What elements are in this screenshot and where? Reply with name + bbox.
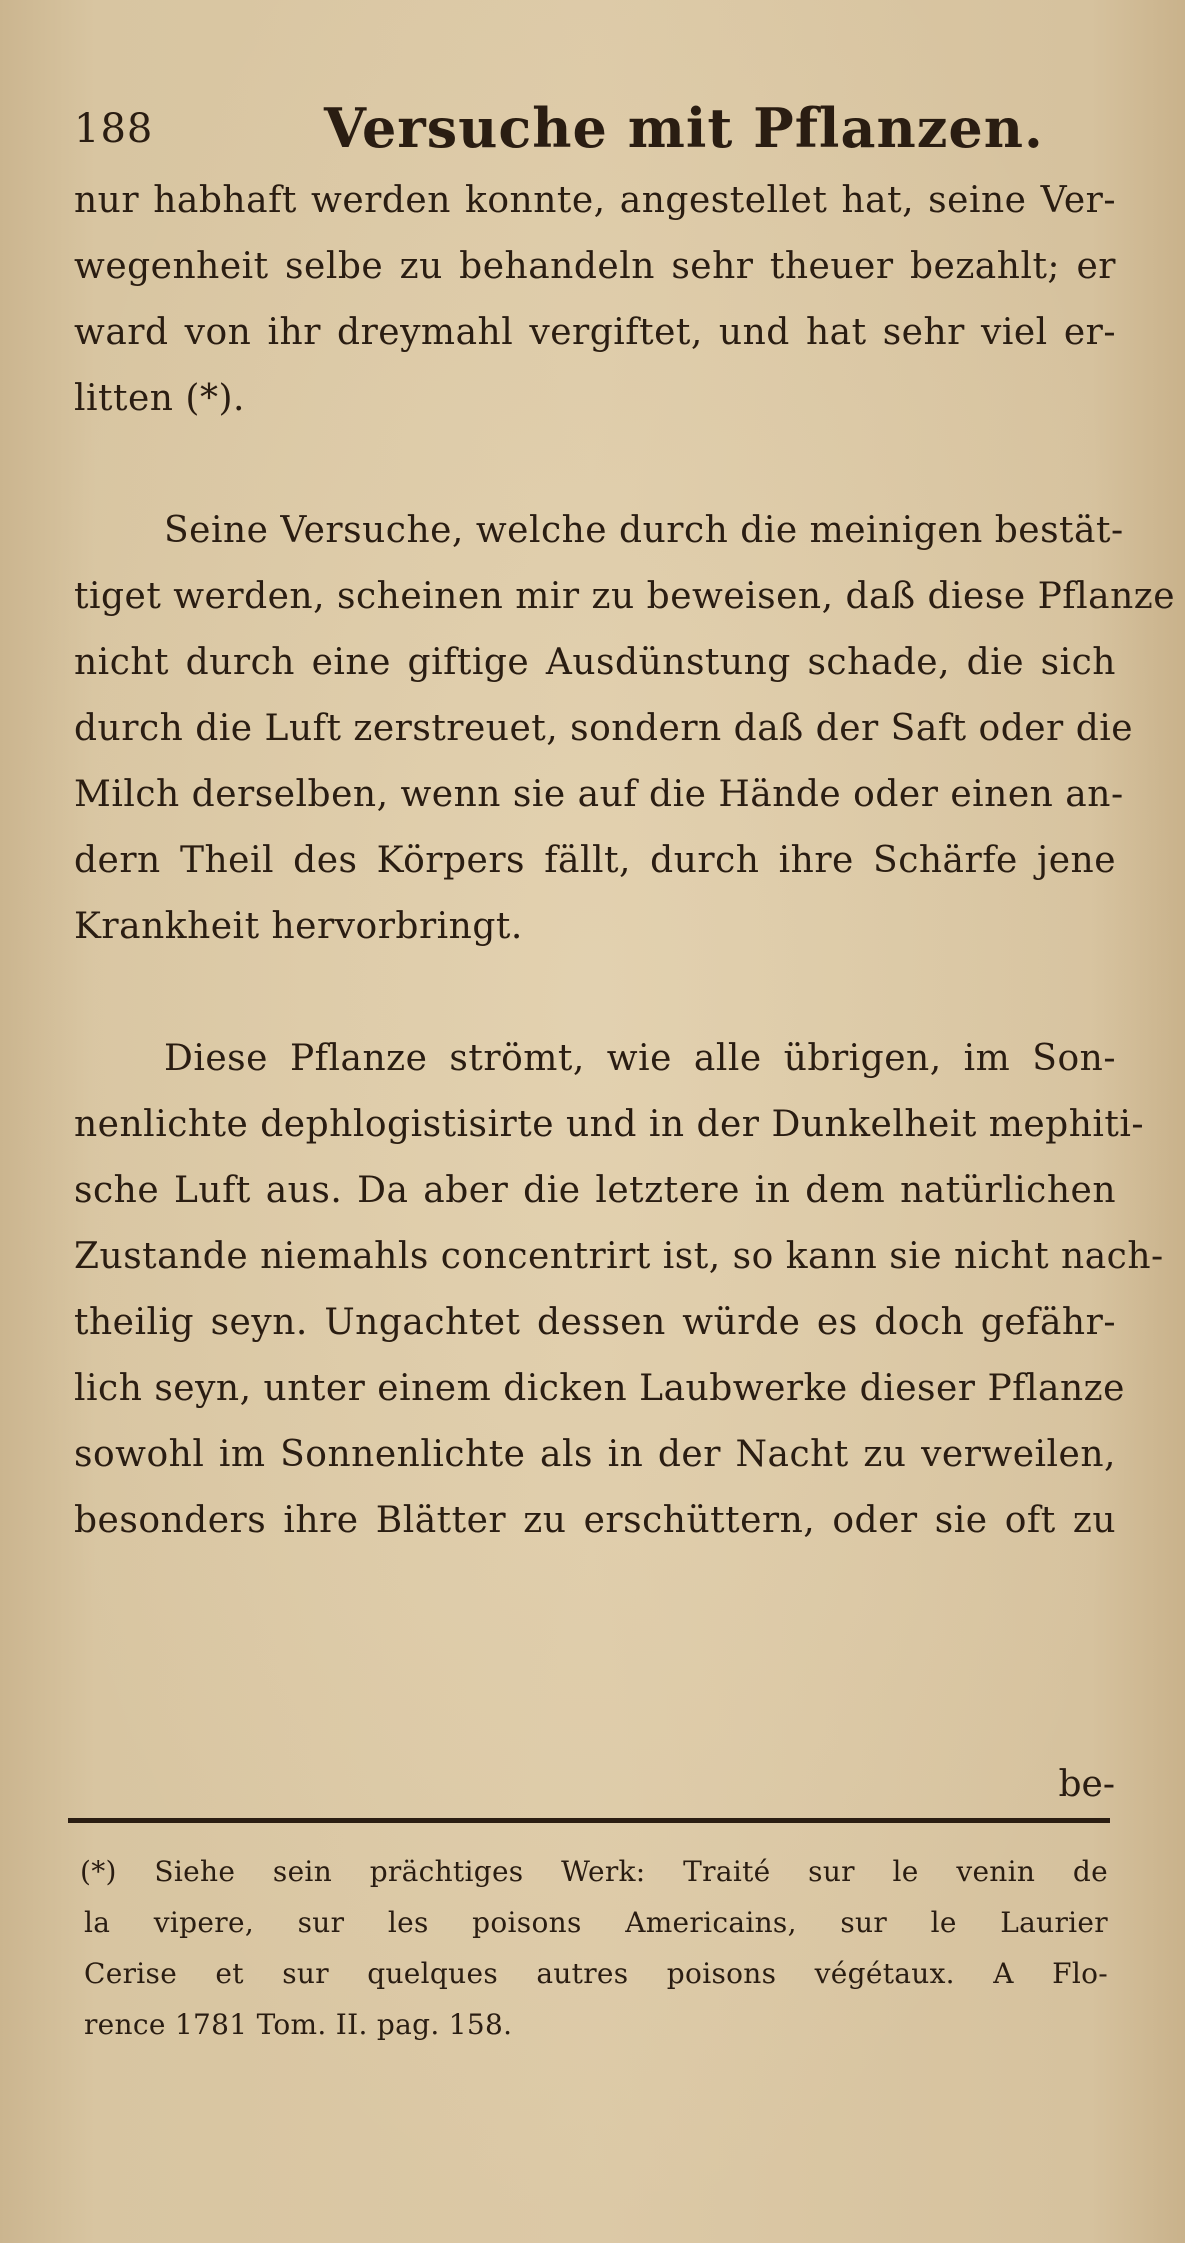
text-line: besonders ihre Blätter zu erschüttern, oder sie oft zu: [74, 1500, 1116, 1541]
text-line: Seine Versuche, welche durch die meinigen bestät-: [164, 510, 1124, 551]
text-line: litten (*).: [74, 378, 245, 419]
footnote-line: Cerise et sur quelques autres poisons végétaux. A Flo-: [84, 1957, 1108, 1990]
footnote-rule: [68, 1818, 1110, 1823]
text-line: Diese Pflanze strömt, wie alle übrigen, im Son-: [164, 1038, 1116, 1079]
text-line: dern Theil des Körpers fällt, durch ihre Schärfe jene: [74, 840, 1116, 881]
paragraph-gap: [74, 432, 1116, 498]
text-line: sowohl im Sonnenlichte als in der Nacht zu verweilen,: [74, 1434, 1116, 1475]
text-line: sche Luft aus. Da aber die letztere in dem natürlichen: [74, 1170, 1116, 1211]
paragraph-gap: [74, 960, 1116, 1026]
page-number: 188: [74, 106, 154, 152]
body-text: [74, 168, 1176, 1554]
page-title: Versuche mit Pflanzen.: [324, 96, 1044, 160]
text-line: durch die Luft zerstreuet, sondern daß der Saft oder die: [74, 708, 1134, 749]
text-line: ward von ihr dreymahl vergiftet, und hat sehr viel er-: [74, 312, 1116, 353]
text-line: Krankheit hervorbringt.: [74, 906, 523, 947]
paragraph-1: [74, 168, 1116, 432]
text-line: Zustande niemahls concentrirt ist, so kann sie nicht nach-: [74, 1236, 1164, 1277]
running-head: [74, 86, 1114, 160]
text-line: nenlichte dephlogistisirte und in der Dunkelheit mephiti-: [74, 1104, 1145, 1145]
text-line: theilig seyn. Ungachtet dessen würde es doch gefähr-: [74, 1302, 1116, 1343]
footnote-line: (*) Siehe sein prächtiges Werk: Traité sur le venin de: [80, 1855, 1108, 1888]
footnote-line: rence 1781 Tom. II. pag. 158.: [84, 2008, 513, 2041]
text-line: lich seyn, unter einem dicken Laubwerke dieser Pflanze: [74, 1368, 1125, 1409]
footnote-line: la vipere, sur les poisons Americains, sur le Laurier: [84, 1906, 1108, 1939]
paragraph-3: [74, 1026, 1164, 1554]
footnote: [80, 1846, 1108, 2050]
text-line: nicht durch eine giftige Ausdünstung schade, die sich: [74, 642, 1116, 683]
text-line: nur habhaft werden konnte, angestellet hat, seine Ver-: [74, 180, 1116, 221]
paragraph-2: [74, 498, 1176, 960]
text-line: Milch derselben, wenn sie auf die Hände oder einen an-: [74, 774, 1124, 815]
text-line: wegenheit selbe zu behandeln sehr theuer bezahlt; er: [74, 246, 1116, 287]
text-line: tiget werden, scheinen mir zu beweisen, daß diese Pflanze: [74, 576, 1176, 617]
catchword: be-: [1058, 1764, 1115, 1805]
